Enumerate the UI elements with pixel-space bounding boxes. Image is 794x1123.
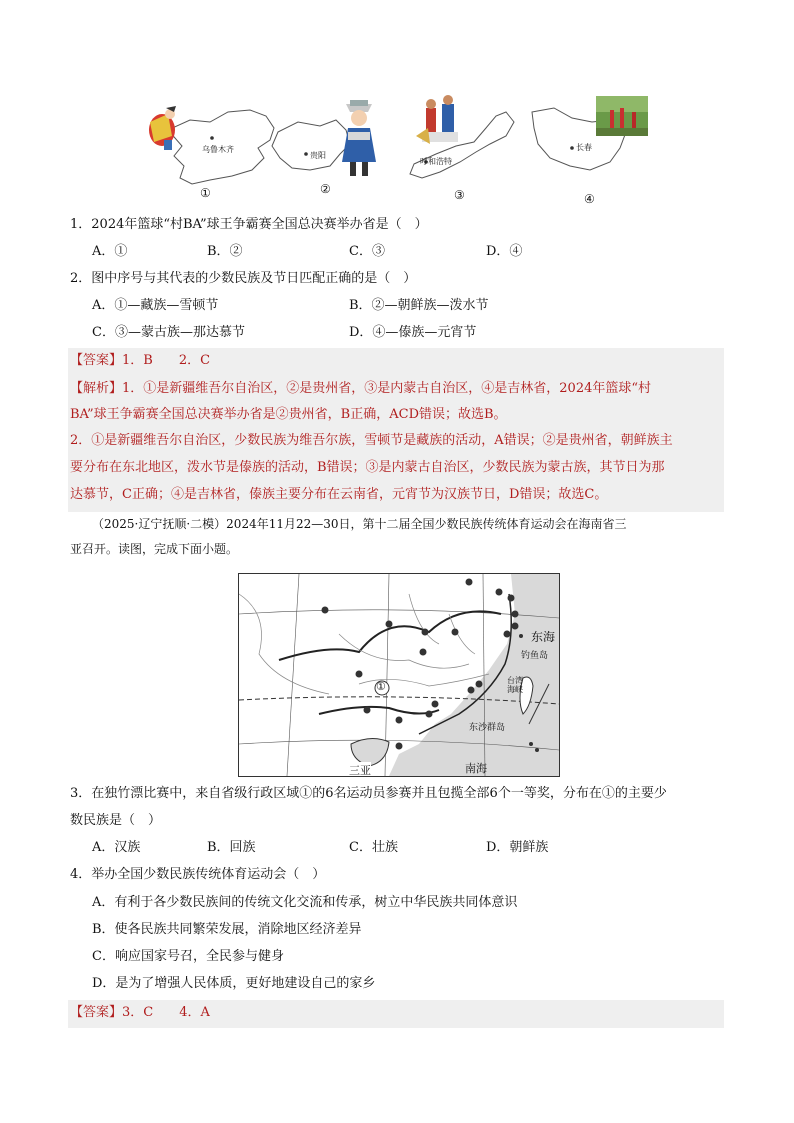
label-dongsha: 东沙群岛 xyxy=(469,723,506,733)
map-number-3: ③ xyxy=(454,188,465,202)
answer-1-text: 1．B 2．C xyxy=(122,353,211,368)
taiwan-strait-char-1: 台 xyxy=(507,676,515,685)
question-1-option-d[interactable]: D．④ xyxy=(486,244,523,259)
label-region-1: ① xyxy=(376,680,386,693)
answer-2-label: 【答案】 xyxy=(70,1005,123,1020)
label-taiwan-strait xyxy=(507,676,525,694)
question-3-option-b[interactable]: B．回族 xyxy=(207,840,256,855)
taiwan-strait-char-3: 海 xyxy=(507,685,515,694)
question-4-option-b[interactable]: B．使各民族共同繁荣发展，消除地区经济差异 xyxy=(92,922,362,937)
analysis-1-label: 【解析】 xyxy=(70,381,123,396)
question-3-option-a[interactable]: A．汉族 xyxy=(92,840,141,855)
festival-photo xyxy=(596,96,648,136)
map-guizhou xyxy=(272,100,376,176)
question-1-option-c[interactable]: C．③ xyxy=(349,244,385,259)
taiwan-strait-char-4: 峡 xyxy=(515,685,523,694)
miao-girl-illustration xyxy=(342,100,376,176)
map-city-label-2: 贵阳 xyxy=(310,151,326,160)
map-city-label-4: 长春 xyxy=(576,143,592,152)
map-number-2: ② xyxy=(320,182,331,196)
intro-line-2: 亚召开。读图，完成下面小题。 xyxy=(70,542,239,556)
answer-2 xyxy=(70,1004,210,1022)
label-east-sea: 东海 xyxy=(531,630,556,644)
label-sanya: 三亚 xyxy=(349,764,371,777)
china-map-svg xyxy=(239,574,559,776)
question-2-option-c[interactable]: C．③—蒙古族—那达慕节 xyxy=(92,325,245,340)
map-city-label-3: 呼和浩特 xyxy=(420,157,452,166)
analysis-1-line-5: 达慕节，C正确；④是吉林省，傣族主要分布在云南省，元宵节为汉族节日，D错误；故选C。 xyxy=(70,487,608,502)
question-1-option-a[interactable]: A．① xyxy=(92,244,128,259)
map-number-4: ④ xyxy=(584,192,595,206)
question-4-option-d[interactable]: D．是为了增强人民体质，更好地建设自己的家乡 xyxy=(92,976,376,991)
answer-1 xyxy=(70,352,210,370)
question-1: 1．2024年篮球“村BA”球王争霸赛全国总决赛举办省是（ ） xyxy=(70,217,428,232)
analysis-1-line-2: BA”球王争霸赛全国总决赛举办省是②贵州省，B正确，ACD错误；故选B。 xyxy=(70,407,507,422)
question-3-line-1: 3．在独竹漂比赛中，来自省级行政区域①的6名运动员参赛并且包揽全部6个一等奖，分布在①的主要少 xyxy=(70,786,667,801)
question-1-option-b[interactable]: B．② xyxy=(207,244,243,259)
analysis-1-line-3: 2．①是新疆维吾尔自治区，少数民族为维吾尔族，雪顿节是藏族的活动，A错误；②是贵州省，朝鲜族主 xyxy=(70,433,673,448)
label-diaoyu: 钓鱼岛 xyxy=(521,651,549,661)
question-4: 4．举办全国少数民族传统体育运动会（ ） xyxy=(70,867,326,882)
question-3-line-2: 数民族是（ ） xyxy=(70,813,162,828)
map-city-label-1: 乌鲁木齐 xyxy=(202,145,234,154)
question-2-option-d[interactable]: D．④—傣族—元宵节 xyxy=(349,325,477,340)
province-map-row xyxy=(140,92,660,204)
question-2: 2．图中序号与其代表的少数民族及节日匹配正确的是（ ） xyxy=(70,271,417,286)
question-2-option-a[interactable]: A．①—藏族—雪顿节 xyxy=(92,298,219,313)
wrestlers-illustration xyxy=(416,95,458,144)
question-2-option-b[interactable]: B．②—朝鲜族—泼水节 xyxy=(349,298,489,313)
question-3-option-c[interactable]: C．壮族 xyxy=(349,840,398,855)
dancer-illustration xyxy=(149,106,176,150)
intro-line-1: （2025·辽宁抚顺·二模）2024年11月22—30日，第十二届全国少数民族传统体育运动会在海南省三 xyxy=(92,517,627,531)
analysis-1-line-4: 要分布在东北地区，泼水节是傣族的活动，B错误；③是内蒙古自治区，少数民族为蒙古族，其节日为那 xyxy=(70,460,665,475)
taiwan-strait-char-2: 湾 xyxy=(515,676,523,685)
question-4-option-c[interactable]: C．响应国家号召，全民参与健身 xyxy=(92,949,284,964)
answer-2-text: 3．C 4．A xyxy=(122,1005,210,1020)
answer-1-label: 【答案】 xyxy=(70,353,123,368)
analysis-1-text-1: 1．①是新疆维吾尔自治区，②是贵州省，③是内蒙古自治区，④是吉林省，2024年篮球“村 xyxy=(122,381,652,396)
analysis-1-line-1 xyxy=(70,380,651,398)
question-4-option-a[interactable]: A．有利于各少数民族间的传统文化交流和传承，树立中华民族共同体意识 xyxy=(92,895,518,910)
map-number-1: ① xyxy=(200,186,211,200)
map-jilin xyxy=(532,96,648,170)
question-3-option-d[interactable]: D．朝鲜族 xyxy=(486,840,549,855)
label-south-sea: 南海 xyxy=(465,762,487,775)
china-map xyxy=(238,573,560,777)
